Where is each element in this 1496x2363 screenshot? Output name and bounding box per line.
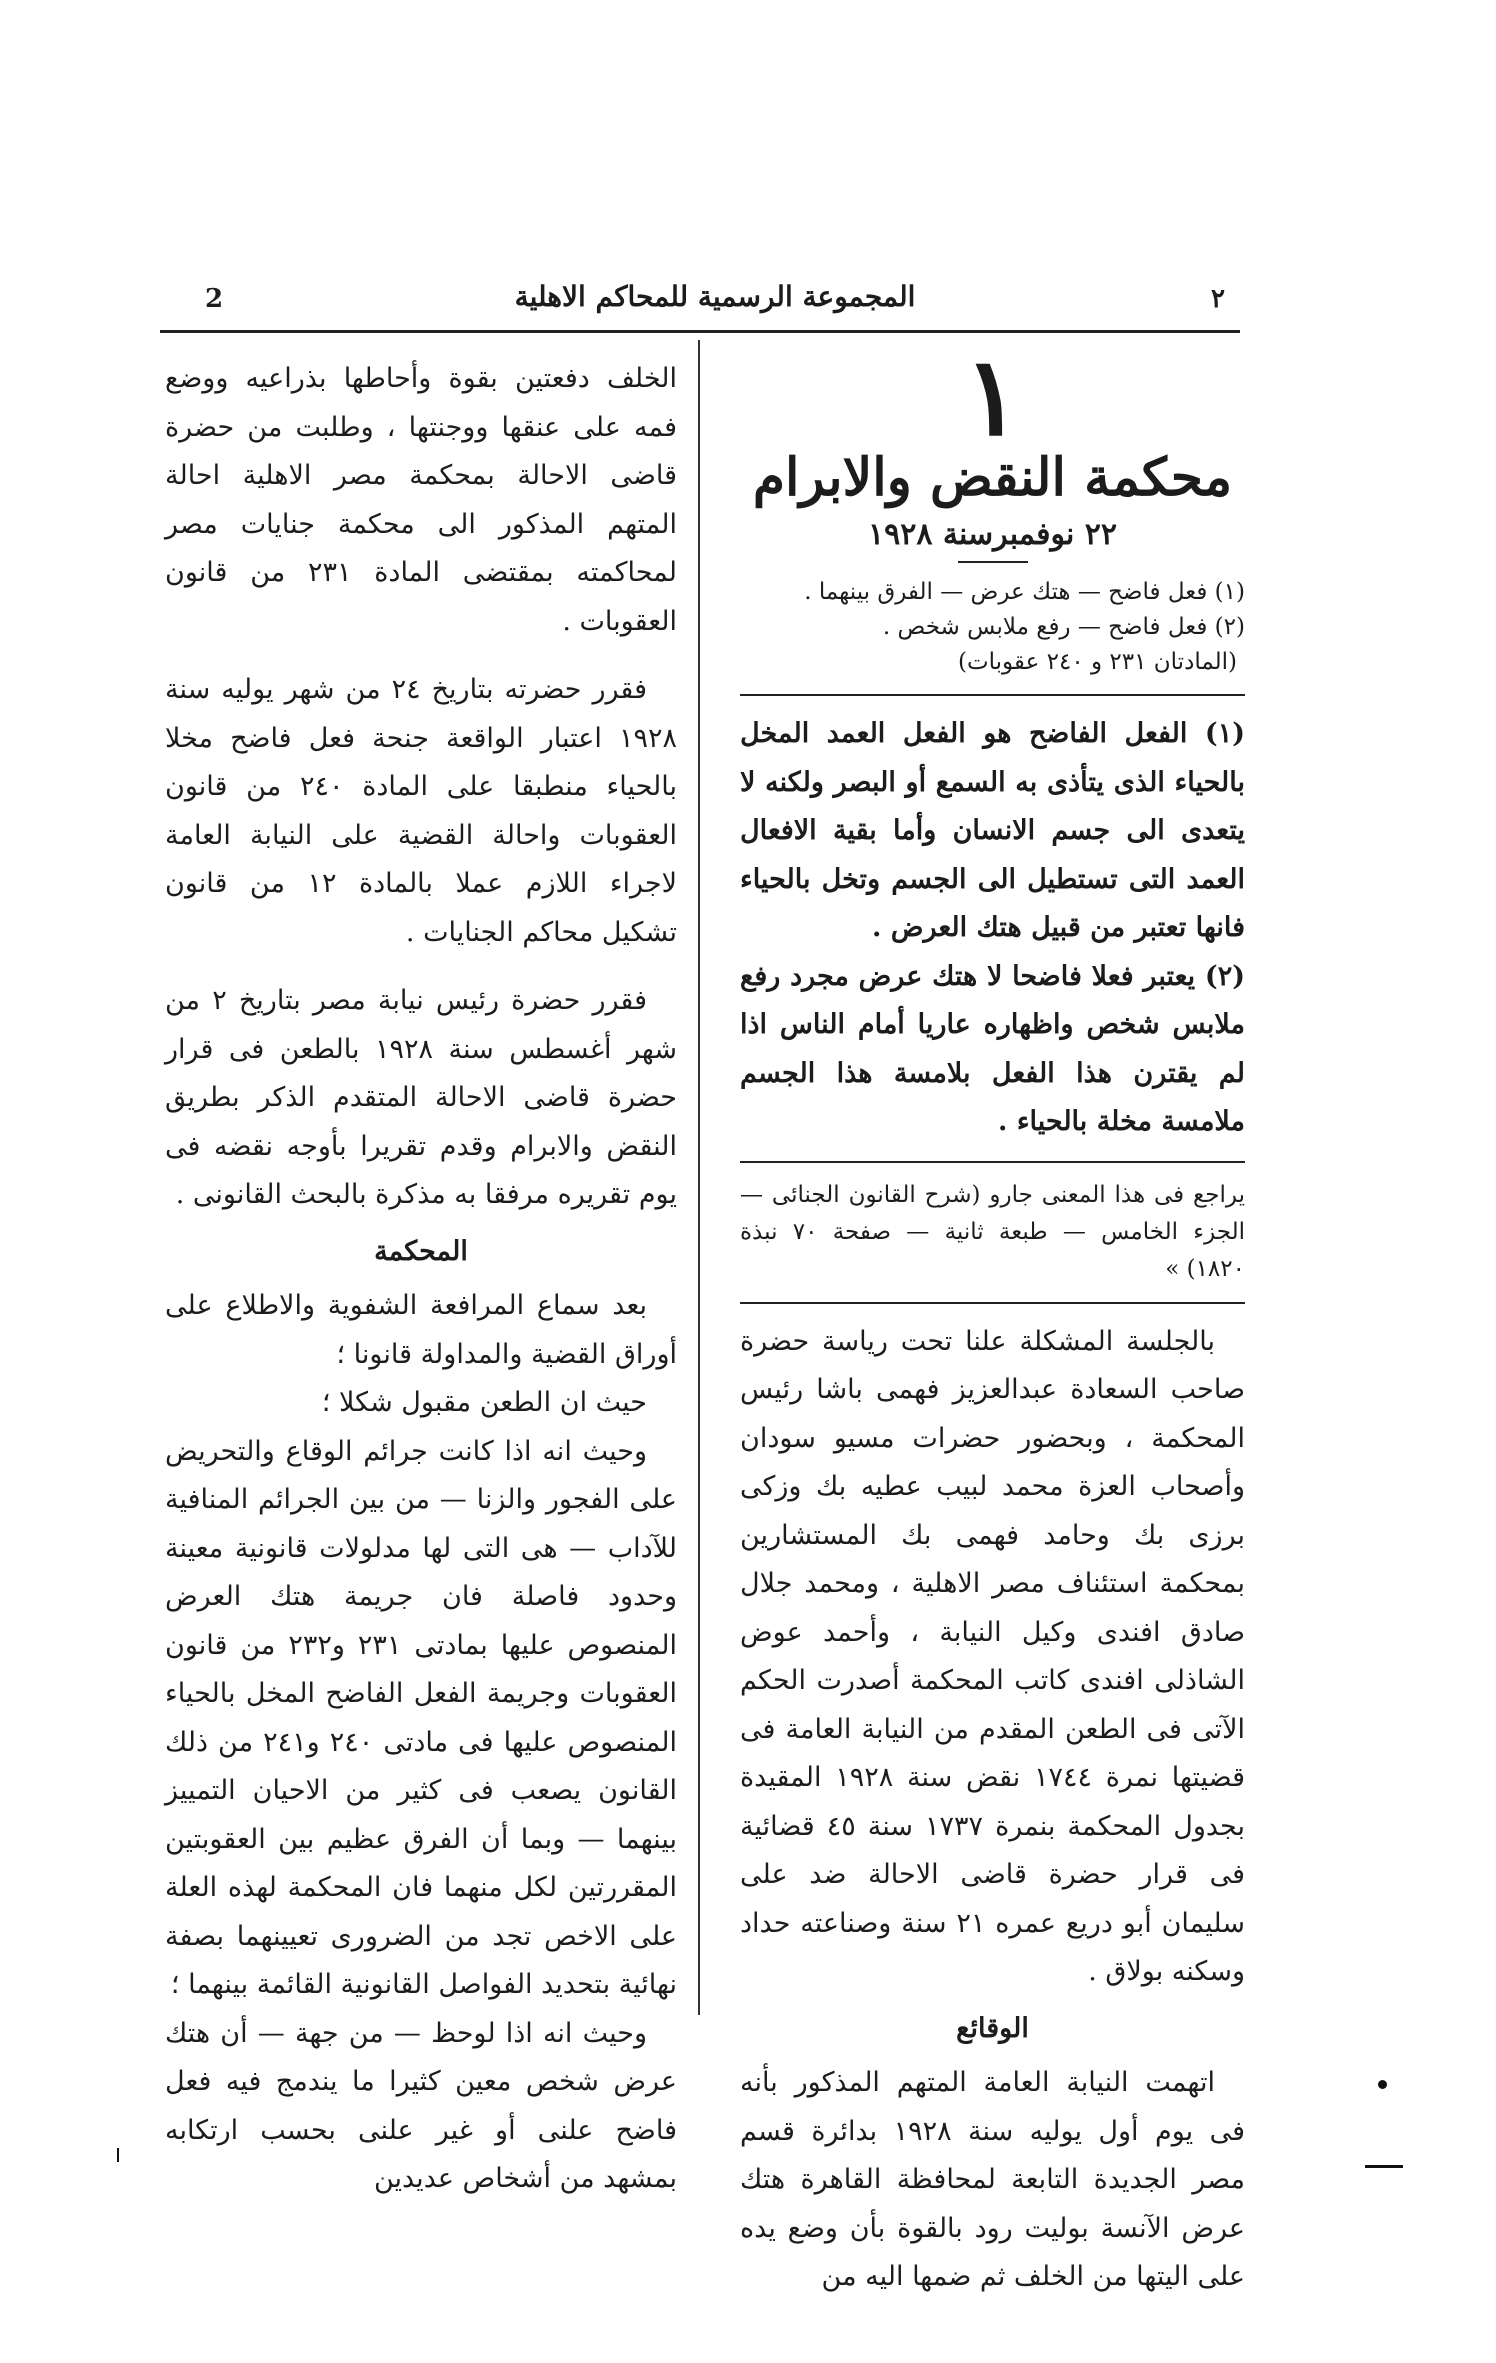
footnote bbox=[740, 1177, 1245, 1288]
headnote: (١) الفعل الفاضح هو الفعل العمد المخل بالحياء الذى يتأذى به السمع أو البصر ولكنه لا يتعدى الى جسم الانسان وأما بقية الافعال العمد التى تستطيل الى الجسم وتخل بالحياء فانها تعتبر من قبيل هتك العرض . bbox=[740, 718, 1245, 943]
publication-title: المجموعة الرسمية للمحاكم الاهلية bbox=[514, 280, 916, 313]
left-column bbox=[165, 355, 677, 2204]
paragraph: وحيث انه اذا لوحظ — من جهة — أن هتك عرض شخص معين كثيرا ما يندمج فيه فعل فاضح علنى أو غير علنى بحسب ارتكابه بمشهد من أشخاص عديدين bbox=[165, 2017, 677, 2194]
paragraph: حيث ان الطعن مقبول شكلا ؛ bbox=[321, 1387, 647, 1418]
case-date: ٢٢ نوفمبرسنة ١٩٢٨ bbox=[868, 517, 1117, 552]
header-rule bbox=[160, 330, 1240, 333]
short-rule bbox=[958, 561, 1028, 563]
session-paragraph: بالجلسة المشكلة علنا تحت رياسة حضرة صاحب السعادة عبدالعزيز فهمى باشا رئيس المحكمة ، وبحضور حضرات مسيو سودان وأصحاب العزة محمد لبيب عطيه بك وزكى برزى بك وحامد فهمى بك المستشارين بمحكمة استئناف مصر الاهلية ، ومحمد جلال صادق افندى وكيل النيابة ، وأحمد عوض الشاذلى افندى كاتب المحكمة أصدرت الحكم الآتى فى الطعن المقدم من النيابة العامة فى قضيتها نمرة ١٧٤٤ نقض سنة ١٩٢٨ المقيدة بجدول المحكمة بنمرة ١٧٣٧ سنة ٤٥ قضائية فى قرار حضرة قاضى الاحالة ضد على سليمان أبو دريع عمره ٢١ سنة وصناعته حداد وسكنه بولاق . bbox=[740, 1325, 1246, 1987]
facts-paragraph: اتهمت النيابة العامة المتهم المذكور بأنه فى يوم أول يوليه سنة ١٩٢٨ بدائرة قسم مصر الجديدة التابعة لمحافظة القاهرة هتك عرض الآنسة بوليت رود بالقوة بأن وضع يده على اليتها من الخلف ثم ضمها اليه من bbox=[740, 2067, 1245, 2292]
case-number: ١ bbox=[963, 334, 1022, 460]
court-heading: المحكمة bbox=[374, 1235, 468, 1267]
scan-dash bbox=[1365, 2165, 1403, 2168]
keyword-item: (١) فعل فاضح — هتك عرض — الفرق بينهما . bbox=[804, 579, 1245, 605]
page-number-arabic: ٢ bbox=[1211, 284, 1225, 314]
paragraph: وحيث انه اذا كانت جرائم الوقاع والتحريض على الفجور والزنا — من بين الجرائم المنافية للآداب — هى التى لها مدلولات قانونية معينة وحدود فاصلة فان جريمة هتك العرض المنصوص عليها بمادتى ٢٣١ و٢٣٢ من قانون العقوبات وجريمة الفعل الفاضح المخل بالحياء المنصوص عليها فى مادتى ٢٤٠ و٢٤١ من ذلك القانون يصعب فى كثير من الاحيان التمييز بينهما — وبما أن الفرق عظيم بين العقوبتين المقررتين لكل منهما فان المحكمة لهذه العلة على الاخص تجد من الضرورى تعيينهما بصفة نهائية بتحديد الفواصل القانونية القائمة بينهما ؛ bbox=[165, 1435, 678, 2000]
running-header bbox=[205, 280, 1225, 320]
paragraph: فقرر حضرته بتاريخ ٢٤ من شهر يوليه سنة ١٩٢٨ اعتبار الواقعة جنحة فعل فاضح مخلا بالحياء منطبقا على المادة ٢٤٠ من قانون العقوبات واحالة القضية على النيابة العامة لاجراء اللازم عملا بالمادة ١٢ من قانون تشكيل محاكم الجنايات . bbox=[165, 674, 678, 948]
paragraph: بعد سماع المرافعة الشفوية والاطلاع على أوراق القضية والمداولة قانونا ؛ bbox=[165, 1290, 677, 1370]
footnote-text: يراجع فى هذا المعنى جارو (شرح القانون الجنائى — الجزء الخامس — طبعة ثانية — صفحة ٧٠ نبذة ١٨٢٠) » bbox=[740, 1181, 1246, 1282]
paragraph: الخلف دفعتين بقوة وأحاطها بذراعيه ووضع فمه على عنقها ووجنتها ، وطلبت من حضرة قاضى الاحالة بمحكمة مصر الاهلية احالة المتهم المذكور الى محكمة جنايات مصر لمحاكمته بمقتضى المادة ٢٣١ من قانون العقوبات . bbox=[165, 363, 677, 637]
footnote-rule bbox=[740, 1161, 1245, 1163]
facts-heading: الوقائع bbox=[956, 2012, 1029, 2044]
headnote: (٢) يعتبر فعلا فاضحا لا هتك عرض مجرد رفع ملابس شخص واظهاره عاريا أمام الناس اذا لم يقترن هذا الفعل بلامسة هذا الجسم ملامسة مخلة بالحياء . bbox=[740, 960, 1245, 1137]
paragraph: فقرر حضرة رئيس نيابة مصر بتاريخ ٢ من شهر أغسطس سنة ١٩٢٨ بالطعن فى قرار حضرة قاضى الاحالة المتقدم الذكر بطريق النقض والابرام وقدم تقريرا بأوجه نقضه فى يوم تقريره مرفقا به مذكرة بالبحث القانونى . bbox=[165, 985, 677, 1210]
keywords bbox=[740, 575, 1245, 680]
scan-speck bbox=[1378, 2080, 1387, 2089]
keyword-item: (٢) فعل فاضح — رفع ملابس شخص . bbox=[882, 614, 1245, 640]
section-rule bbox=[740, 1302, 1245, 1304]
section-rule bbox=[740, 694, 1245, 696]
page-number-latin: 2 bbox=[205, 284, 224, 314]
scan-tick bbox=[117, 2148, 119, 2162]
articles-reference: (المادتان ٢٣١ و ٢٤٠ عقوبات) bbox=[958, 649, 1237, 675]
court-name: محكمة النقض والابرام bbox=[752, 447, 1233, 508]
column-divider bbox=[698, 340, 700, 2015]
right-column bbox=[740, 334, 1246, 2302]
